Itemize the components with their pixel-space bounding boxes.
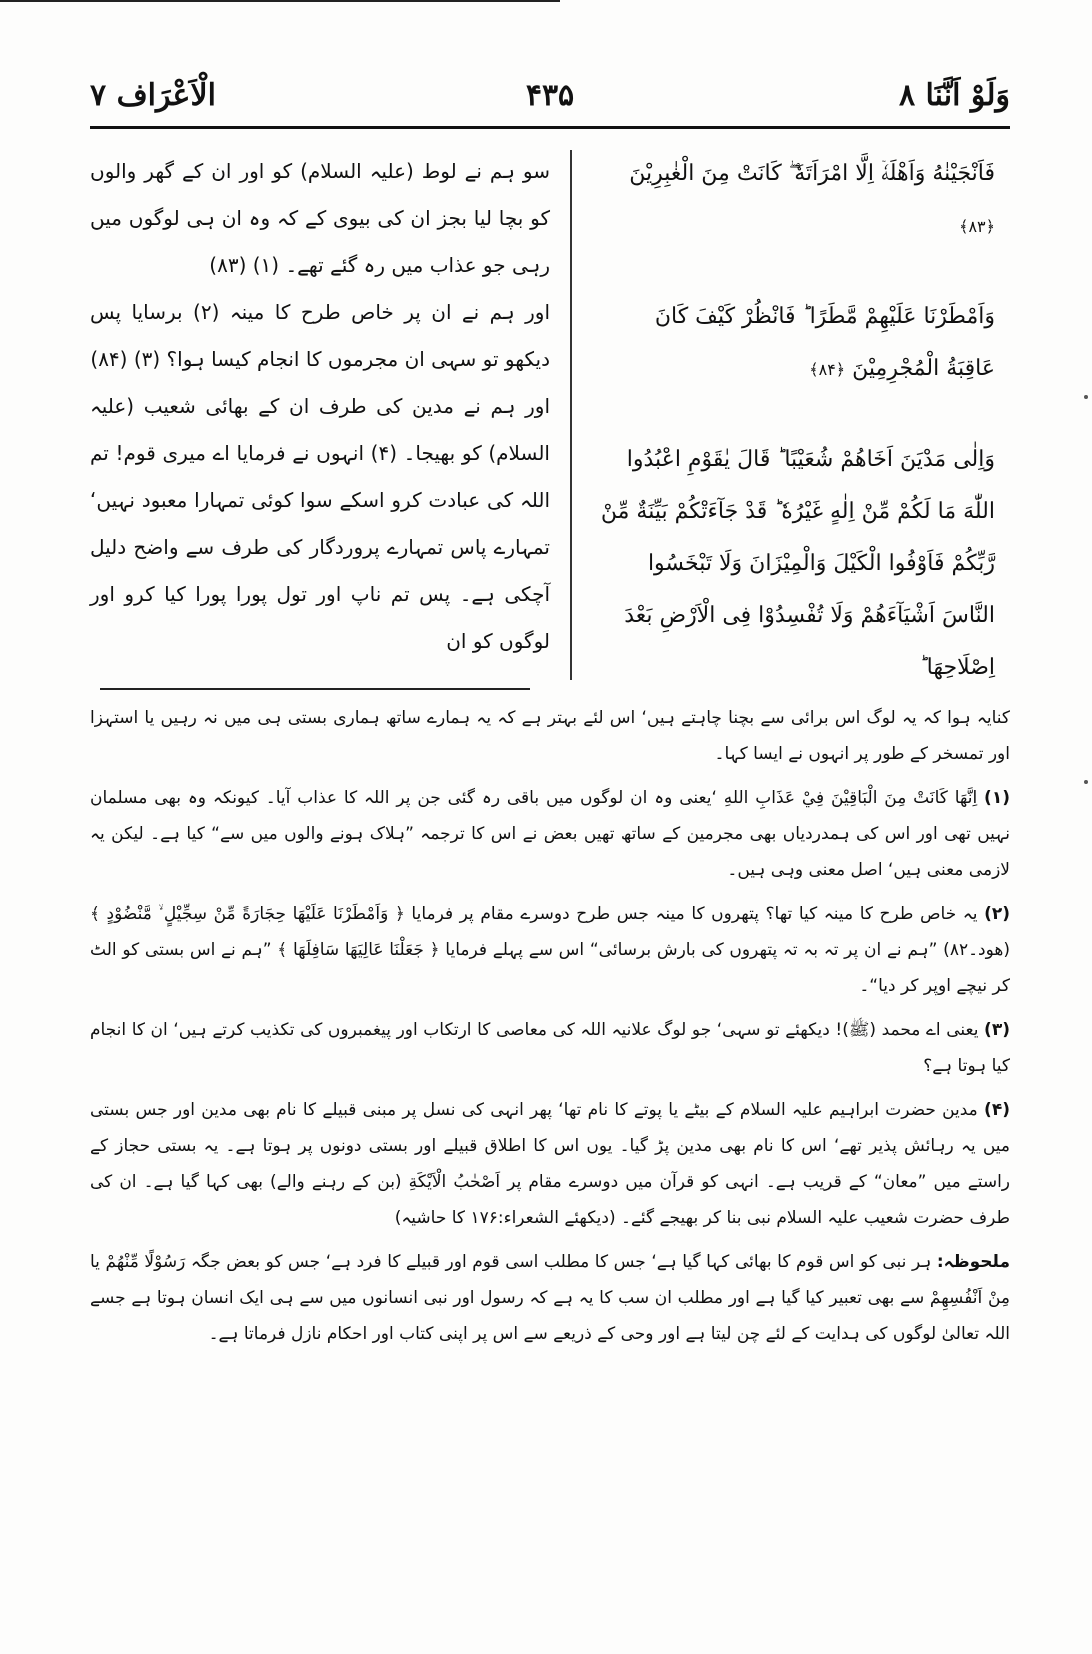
translation-column (90, 148, 550, 665)
column-divider (570, 150, 572, 680)
footnote (90, 700, 1010, 772)
top-edge-rule (0, 0, 560, 2)
verse-number: ﴿۸۴﴾ (809, 360, 846, 379)
page-header (90, 78, 1010, 128)
footnote-text: اِنَّهَا كَانَتْ مِنَ الْبَاقِيْنَ فِيْ عَذَابِ اللهِ ‘یعنی وہ ان لوگوں میں باقی رہ گئی جن پر اللہ کا عذاب آیا۔ کیونکہ وہ بھی مسلمان نہیں تھی اور اس کی ہمدردیاں بھی مجرمین کے ساتھ تھیں بعض نے اس کا ترجمہ ”ہلاک ہونے والوں میں سے“ کیا ہے۔ لیکن یہ لازمی معنی ہیں‘ اصل معنی وہی ہیں۔ (90, 788, 1010, 880)
scan-mark (1084, 395, 1088, 399)
scan-mark (1084, 780, 1088, 784)
footnote (90, 1244, 1010, 1352)
footnote (90, 1012, 1010, 1084)
page-number: ۴۳۵ (525, 78, 575, 113)
translation-paragraph: اور ہم نے مدین کی طرف ان کے بھائی شعیب (علیہ السلام) کو بھیجا۔ (۴) انہوں نے فرمایا اے میری قوم! تم اللہ کی عبادت کرو اسکے سوا کوئی تمہارا معبود نہیں‘ تمہارے پاس تمہارے پروردگار کی طرف سے واضح دلیل آچکی ہے۔ پس تم ناپ اور تول پورا پورا کیا کرو اور لوگوں کو ان (90, 394, 550, 653)
footnote-label: (۱) (984, 788, 1010, 808)
verse-text: وَاَمْطَرْنَا عَلَيْهِمْ مَّطَرًا ؕ فَانْظُرْ كَيْفَ كَانَ عَاقِبَةُ الْمُجْرِمِيْنَ (654, 304, 995, 381)
footnote-text: ہر نبی کو اس قوم کا بھائی کہا گیا ہے‘ جس کا مطلب اسی قوم اور قبیلے کا فرد ہے‘ جس کو بعض جگہ رَسُوْلًا مِّنْهُمْ یا مِنْ اَنْفُسِهِمْ سے بھی تعبیر کیا گیا ہے اور مطلب ان سب کا یہ ہے کہ رسول اور نبی انسانوں میں سے ہی ایک انسان ہوتا ہے جسے اللہ تعالیٰ لوگوں کی ہدایت کے لئے چن لیتا ہے اور وحی کے ذریعے سے اس پر اپنی کتاب اور احکام نازل فرماتا ہے۔ (90, 1252, 1010, 1344)
translation-paragraph: اور ہم نے ان پر خاص طرح کا مینہ (۲) برسایا پس دیکھو تو سہی ان مجرموں کا انجام کیسا ہوا؟ (۳) (۸۴) (90, 300, 550, 371)
footnote-text: یہ خاص طرح کا مینہ کیا تھا؟ پتھروں کا مینہ جس طرح دوسرے مقام پر فرمایا ﴿ وَاَمْطَرْنَا عَلَيْهَا حِجَارَةً مِّنْ سِجِّيْلٍ ۙ مَّنْضُوْدٍ ﴾ (ھود۔۸۲) ”ہم نے ان پر تہ بہ تہ پتھروں کی بارش برسائی“ اس سے پہلے فرمایا ﴿ جَعَلْنَا عَالِيَهَا سَافِلَهَا ﴾ ”ہم نے اس بستی کو الٹ کر نیچے اوپر کر دیا“۔ (90, 904, 1010, 996)
arabic-text-column (600, 148, 995, 732)
verse-text: فَاَنْجَيْنٰهُ وَاَهْلَهٗۤ اِلَّا امْرَاَتَهٗ ۖ كَانَتْ مِنَ الْغٰبِرِيْنَ (629, 161, 995, 186)
verse-number-value: ۸۴ (818, 360, 836, 379)
footnote-text: کنایہ ہوا کہ یہ لوگ اس برائی سے بچنا چاہتے ہیں‘ اس لئے بہتر ہے کہ یہ ہمارے ساتھ ہماری بستی ہی میں نہ رہیں یا استہزا اور تمسخر کے طور پر انہوں نے ایسا کہا۔ (90, 708, 1010, 764)
footnote-label: ملحوظہ: (936, 1252, 1010, 1272)
footnote-label: (۳) (984, 1020, 1010, 1040)
verse (600, 291, 995, 396)
footnote-rule (100, 688, 530, 690)
footnote (90, 1092, 1010, 1236)
footnotes (90, 700, 1010, 1360)
verse-number: ﴿۸۳﴾ (959, 217, 995, 236)
verse-text: وَاِلٰى مَدْيَنَ اَخَاهُمْ شُعَيْبًا ؕ قَالَ يٰقَوْمِ اعْبُدُوا اللّٰهَ مَا لَكُمْ مِّنْ اِلٰهٍ غَيْرُهٗ ؕ قَدْ جَآءَتْكُمْ بَيِّنَةٌ مِّنْ رَّبِّكُمْ فَاَوْفُوا الْكَيْلَ وَالْمِيْزَانَ وَلَا تَبْخَسُوا النَّاسَ اَشْيَآءَهُمْ وَلَا تُفْسِدُوْا فِى الْاَرْضِ بَعْدَ اِصْلَاحِهَا ؕ (600, 447, 995, 680)
verse (600, 434, 995, 694)
footnote-label: (۲) (984, 904, 1011, 924)
footnote-text: مدین حضرت ابراہیم علیہ السلام کے بیٹے یا پوتے کا نام تھا‘ پھر انہی کی نسل پر مبنی قبیلے کا نام بھی مدین اور جس بستی میں یہ رہائش پذیر تھے‘ اس کا نام بھی مدین پڑ گیا۔ یوں اس کا اطلاق قبیلے اور بستی دونوں پر ہوتا ہے۔ یہ بستی حجاز کے راستے میں ”معان“ کے قریب ہے۔ انہی کو قرآن میں دوسرے مقام پر اَصْحٰبُ الْاَيْكَةِ (بن کے رہنے والے) بھی کہا گیا ہے۔ ان کی طرف حضرت شعیب علیہ السلام نبی بنا کر بھیجے گئے۔ (دیکھئے الشعراء:۱۷۶ کا حاشیہ) (90, 1100, 1010, 1228)
translation-paragraph: سو ہم نے لوط (علیہ السلام) کو اور ان کے گھر والوں کو بچا لیا بجز ان کی بیوی کے کہ وہ ان ہی لوگوں میں رہی جو عذاب میں رہ گئے تھے۔ (۱) (۸۳) (90, 159, 550, 277)
footnote (90, 780, 1010, 888)
verse-number-value: ۸۳ (968, 217, 986, 236)
footnote-label: (۴) (984, 1100, 1010, 1120)
verse (600, 148, 995, 253)
surah-title: الْاَعْرَاف ٧ (90, 78, 216, 113)
footnote-text: یعنی اے محمد (ﷺ)! دیکھئے تو سہی‘ جو لوگ علانیہ اللہ کی معاصی کا ارتکاب اور پیغمبروں کی تکذیب کرتے ہیں‘ ان کا انجام کیا ہوتا ہے؟ (90, 1020, 1010, 1076)
footnote (90, 896, 1010, 1004)
juz-title: وَلَوْ اَنَّنَا ٨ (898, 78, 1010, 113)
header-rule (90, 126, 1010, 129)
